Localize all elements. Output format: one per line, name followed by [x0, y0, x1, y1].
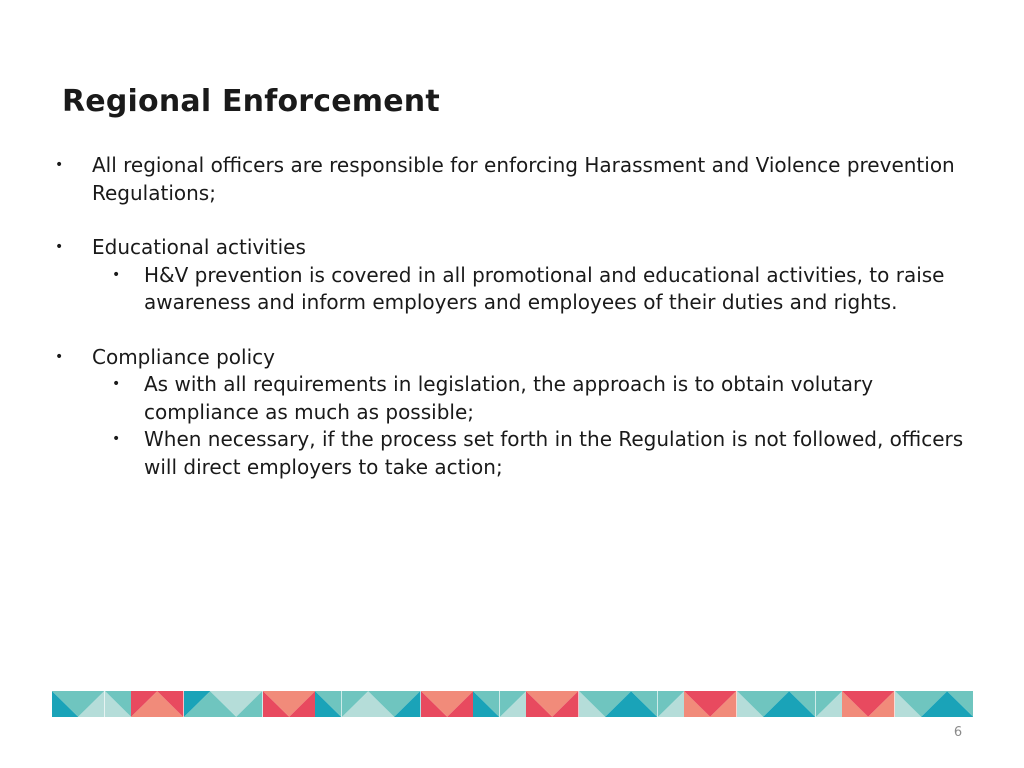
stripe-tile — [710, 691, 736, 717]
stripe-tile — [895, 691, 921, 717]
stripe-tile — [368, 691, 394, 717]
stripe-tile — [763, 691, 789, 717]
stripe-tile — [184, 691, 210, 717]
bullet-text: All regional officers are responsible for enforcing Harassment and Violence prevention Regulations; — [92, 153, 955, 205]
stripe-tile — [394, 691, 420, 717]
sub-bullet-item — [92, 371, 985, 426]
stripe-tile — [157, 691, 183, 717]
stripe-tile — [500, 691, 526, 717]
stripe-tile — [131, 691, 157, 717]
bullet-icon: • — [55, 348, 64, 365]
stripe-tile — [842, 691, 868, 717]
stripe-tile — [737, 691, 763, 717]
stripe-tile — [526, 691, 552, 717]
stripe-tile — [473, 691, 499, 717]
slide-title: Regional Enforcement — [62, 84, 440, 119]
bullet-icon: • — [112, 376, 121, 392]
stripe-tile — [868, 691, 894, 717]
sub-bullet-text: As with all requirements in legislation, the approach is to obtain volutary compliance as much as possible; — [144, 372, 874, 424]
bullet-text: Compliance policy — [92, 344, 275, 369]
stripe-tile — [421, 691, 447, 717]
sub-bullet-list — [92, 262, 985, 317]
stripe-tile — [447, 691, 473, 717]
stripe-tile — [684, 691, 710, 717]
bullet-item — [55, 344, 985, 482]
stripe-tile — [52, 691, 78, 717]
stripe-tile — [579, 691, 605, 717]
sub-bullet-list — [92, 371, 985, 481]
bullet-item — [55, 152, 985, 207]
page-number: 6 — [953, 725, 963, 740]
decorative-triangle-stripe — [52, 691, 974, 717]
bullet-list — [55, 152, 985, 481]
stripe-tile — [263, 691, 289, 717]
stripe-tile — [552, 691, 578, 717]
stripe-tile — [289, 691, 315, 717]
stripe-tile — [605, 691, 631, 717]
stripe-tile — [816, 691, 842, 717]
bullet-icon: • — [55, 239, 64, 255]
stripe-tile — [947, 691, 973, 717]
stripe-tile — [236, 691, 262, 717]
bullet-icon: • — [112, 266, 121, 283]
stripe-tile — [105, 691, 131, 717]
stripe-tile — [342, 691, 368, 717]
stripe-tile — [658, 691, 684, 717]
bullet-icon: • — [55, 157, 64, 173]
stripe-tile — [315, 691, 341, 717]
stripe-tile — [789, 691, 815, 717]
sub-bullet-text: When necessary, if the process set forth in the Regulation is not followed, officers will direct employers to take action; — [144, 427, 964, 479]
stripe-tile — [631, 691, 657, 717]
stripe-tile — [210, 691, 236, 717]
sub-bullet-text: H&V prevention is covered in all promotional and educational activities, to raise awareness and inform employers and employees of their duties and rights. — [144, 262, 945, 314]
stripe-tile — [78, 691, 104, 717]
stripe-tile — [921, 691, 947, 717]
bullet-item — [55, 234, 985, 317]
sub-bullet-item — [92, 262, 985, 317]
bullet-text: Educational activities — [92, 235, 306, 259]
sub-bullet-item — [92, 426, 985, 481]
bullet-icon: • — [112, 431, 121, 447]
